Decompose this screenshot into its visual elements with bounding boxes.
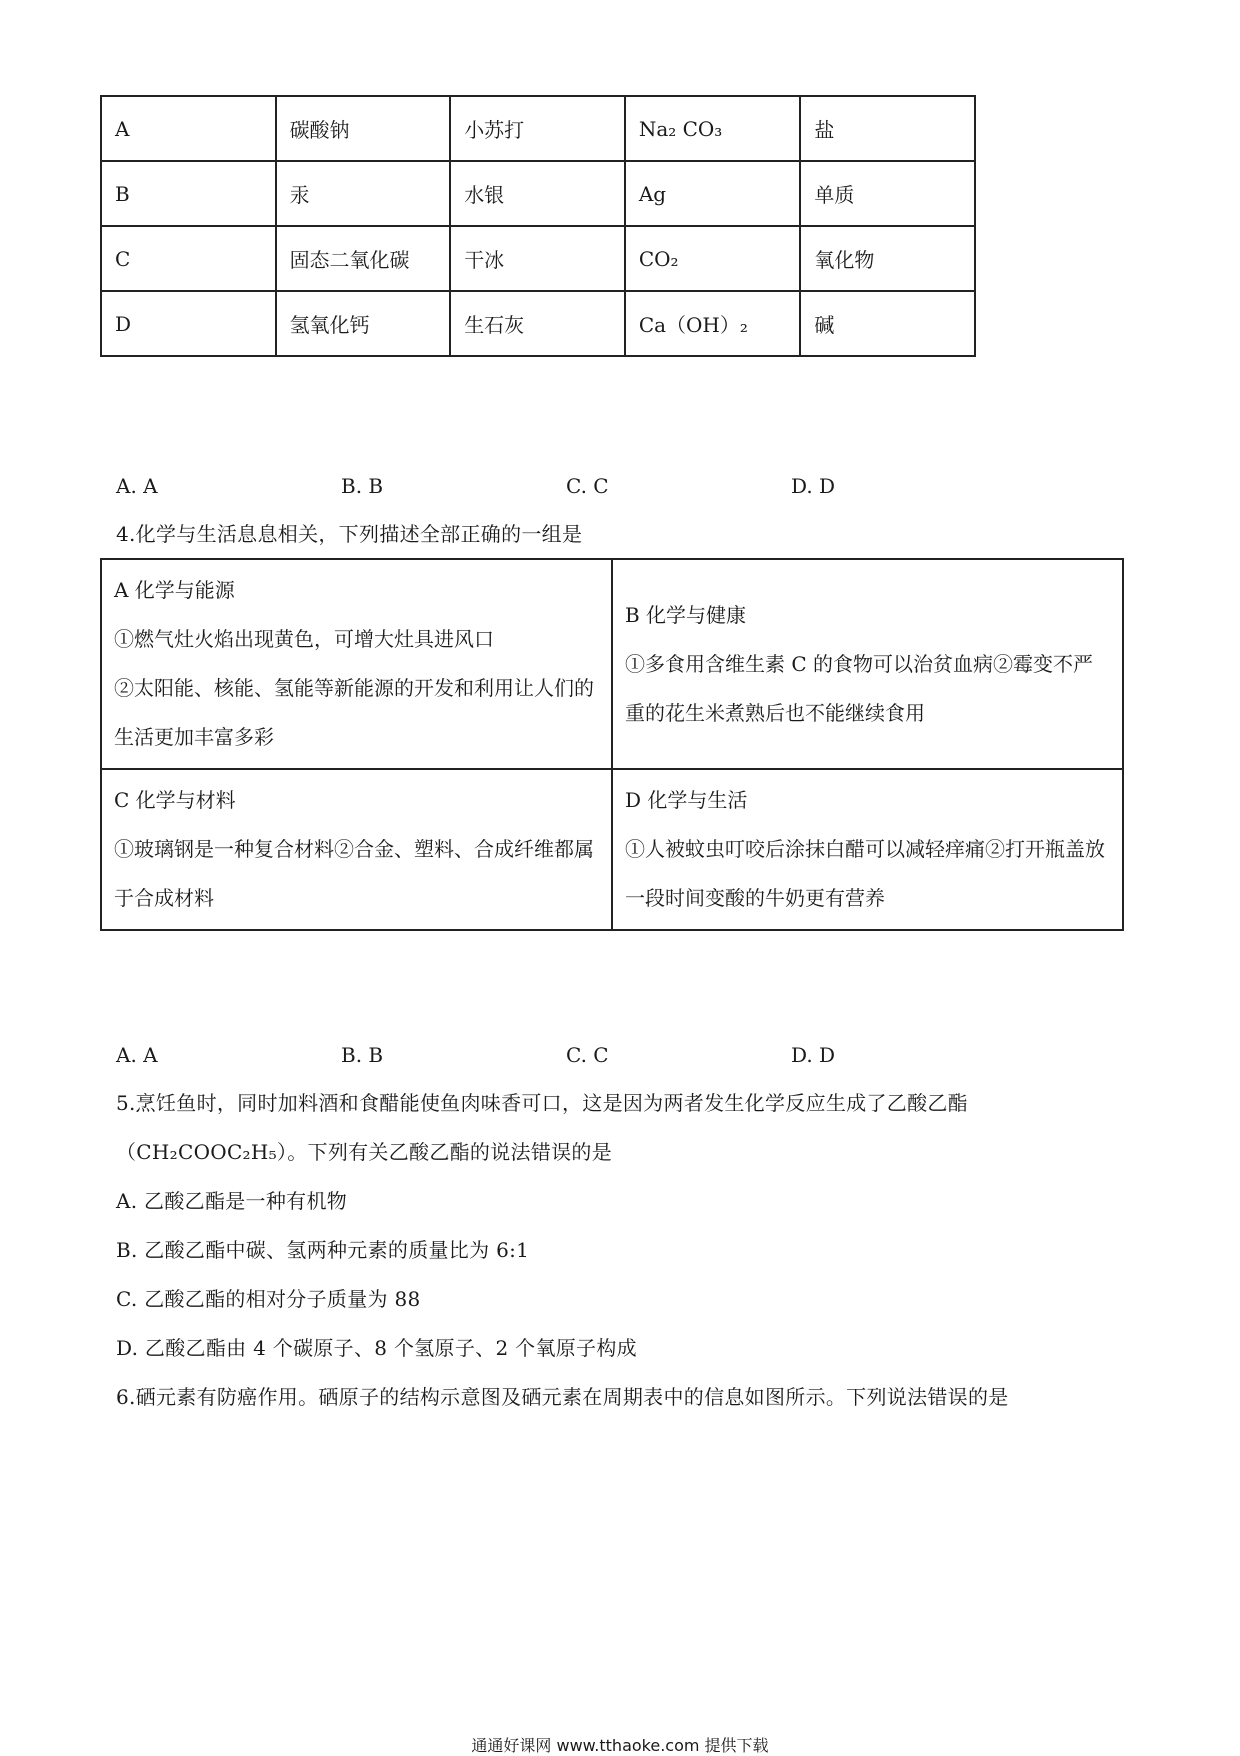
q4-cell-a (101, 559, 612, 769)
option-b[interactable]: B. B (341, 474, 384, 498)
q4-cell-c (101, 769, 612, 930)
table-cell: 氢氧化钙 (276, 291, 451, 356)
q5-block (116, 1079, 1126, 1422)
table-cell: 盐 (800, 96, 975, 161)
cell-text: ②太阳能、核能、氢能等新能源的开发和利用让人们的生活更加丰富多彩 (114, 676, 594, 749)
option-a[interactable]: A. A (116, 474, 158, 498)
table-cell: C (101, 226, 276, 291)
table-cell: 碳酸钠 (276, 96, 451, 161)
table-cell: A (101, 96, 276, 161)
q5-option-b[interactable]: B. 乙酸乙酯中碳、氢两种元素的质量比为 6:1 (116, 1238, 530, 1262)
table-cell: 固态二氧化碳 (276, 226, 451, 291)
q4-cell-b (612, 559, 1123, 769)
table-row (101, 769, 1123, 930)
page-footer: 通通好课网 www.tthaoke.com 提供下载 (471, 1736, 769, 1755)
cell-heading: D 化学与生活 (625, 788, 748, 812)
q4-stem: 4.化学与生活息息相关，下列描述全部正确的一组是 (116, 522, 583, 546)
table-cell: 干冰 (450, 226, 625, 291)
table-cell: 碱 (800, 291, 975, 356)
table-cell: B (101, 161, 276, 226)
cell-text: ①玻璃钢是一种复合材料②合金、塑料、合成纤维都属于合成材料 (114, 837, 594, 910)
q4-table (100, 558, 1124, 931)
q5-option-c[interactable]: C. 乙酸乙酯的相对分子质量为 88 (116, 1287, 421, 1311)
table-row (101, 291, 975, 356)
q4-cell-d (612, 769, 1123, 930)
cell-text: ①人被蚊虫叮咬后涂抹白醋可以减轻痒痛②打开瓶盖放一段时间变酸的牛奶更有营养 (625, 837, 1105, 910)
table-row (101, 161, 975, 226)
q5-stem-line2: （CH₂COOC₂H₅）。下列有关乙酸乙酯的说法错误的是 (116, 1140, 613, 1164)
table-cell: Na₂ CO₃ (625, 96, 801, 161)
cell-text: ①燃气灶火焰出现黄色，可增大灶具进风口 (114, 627, 494, 651)
cell-text: ①多食用含维生素 C 的食物可以治贫血病②霉变不严重的花生米煮熟后也不能继续食用 (625, 651, 1094, 725)
table-row (101, 559, 1123, 769)
table-cell: 氧化物 (800, 226, 975, 291)
table-row (101, 96, 975, 161)
table-row (101, 226, 975, 291)
table-cell: Ca（OH）₂ (625, 291, 801, 356)
table-cell: 小苏打 (450, 96, 625, 161)
option-c[interactable]: C. C (566, 1043, 609, 1067)
table-cell: CO₂ (625, 226, 801, 291)
option-b[interactable]: B. B (341, 1043, 384, 1067)
table-cell: 汞 (276, 161, 451, 226)
q5-option-a[interactable]: A. 乙酸乙酯是一种有机物 (116, 1189, 348, 1213)
table-cell: 生石灰 (450, 291, 625, 356)
table-cell: 水银 (450, 161, 625, 226)
option-a[interactable]: A. A (116, 1043, 158, 1067)
option-d[interactable]: D. D (791, 1043, 836, 1067)
q5-stem-line1: 5.烹饪鱼时，同时加料酒和食醋能使鱼肉味香可口，这是因为两者发生化学反应生成了乙酸乙酯 (116, 1091, 968, 1115)
option-c[interactable]: C. C (566, 474, 609, 498)
cell-heading: A 化学与能源 (114, 578, 235, 602)
q5-option-d[interactable]: D. 乙酸乙酯由 4 个碳原子、8 个氢原子、2 个氧原子构成 (116, 1336, 637, 1360)
cell-heading: C 化学与材料 (114, 788, 236, 812)
cell-heading: B 化学与健康 (625, 602, 747, 627)
q4-options (116, 1043, 1016, 1067)
substance-table (100, 95, 976, 357)
table-cell: 单质 (800, 161, 975, 226)
option-d[interactable]: D. D (791, 474, 836, 498)
table-cell: D (101, 291, 276, 356)
table-cell: Ag (625, 161, 801, 226)
q6-stem: 6.硒元素有防癌作用。硒原子的结构示意图及硒元素在周期表中的信息如图所示。下列说法错误的是 (116, 1385, 1009, 1409)
q3-options (116, 474, 1016, 498)
